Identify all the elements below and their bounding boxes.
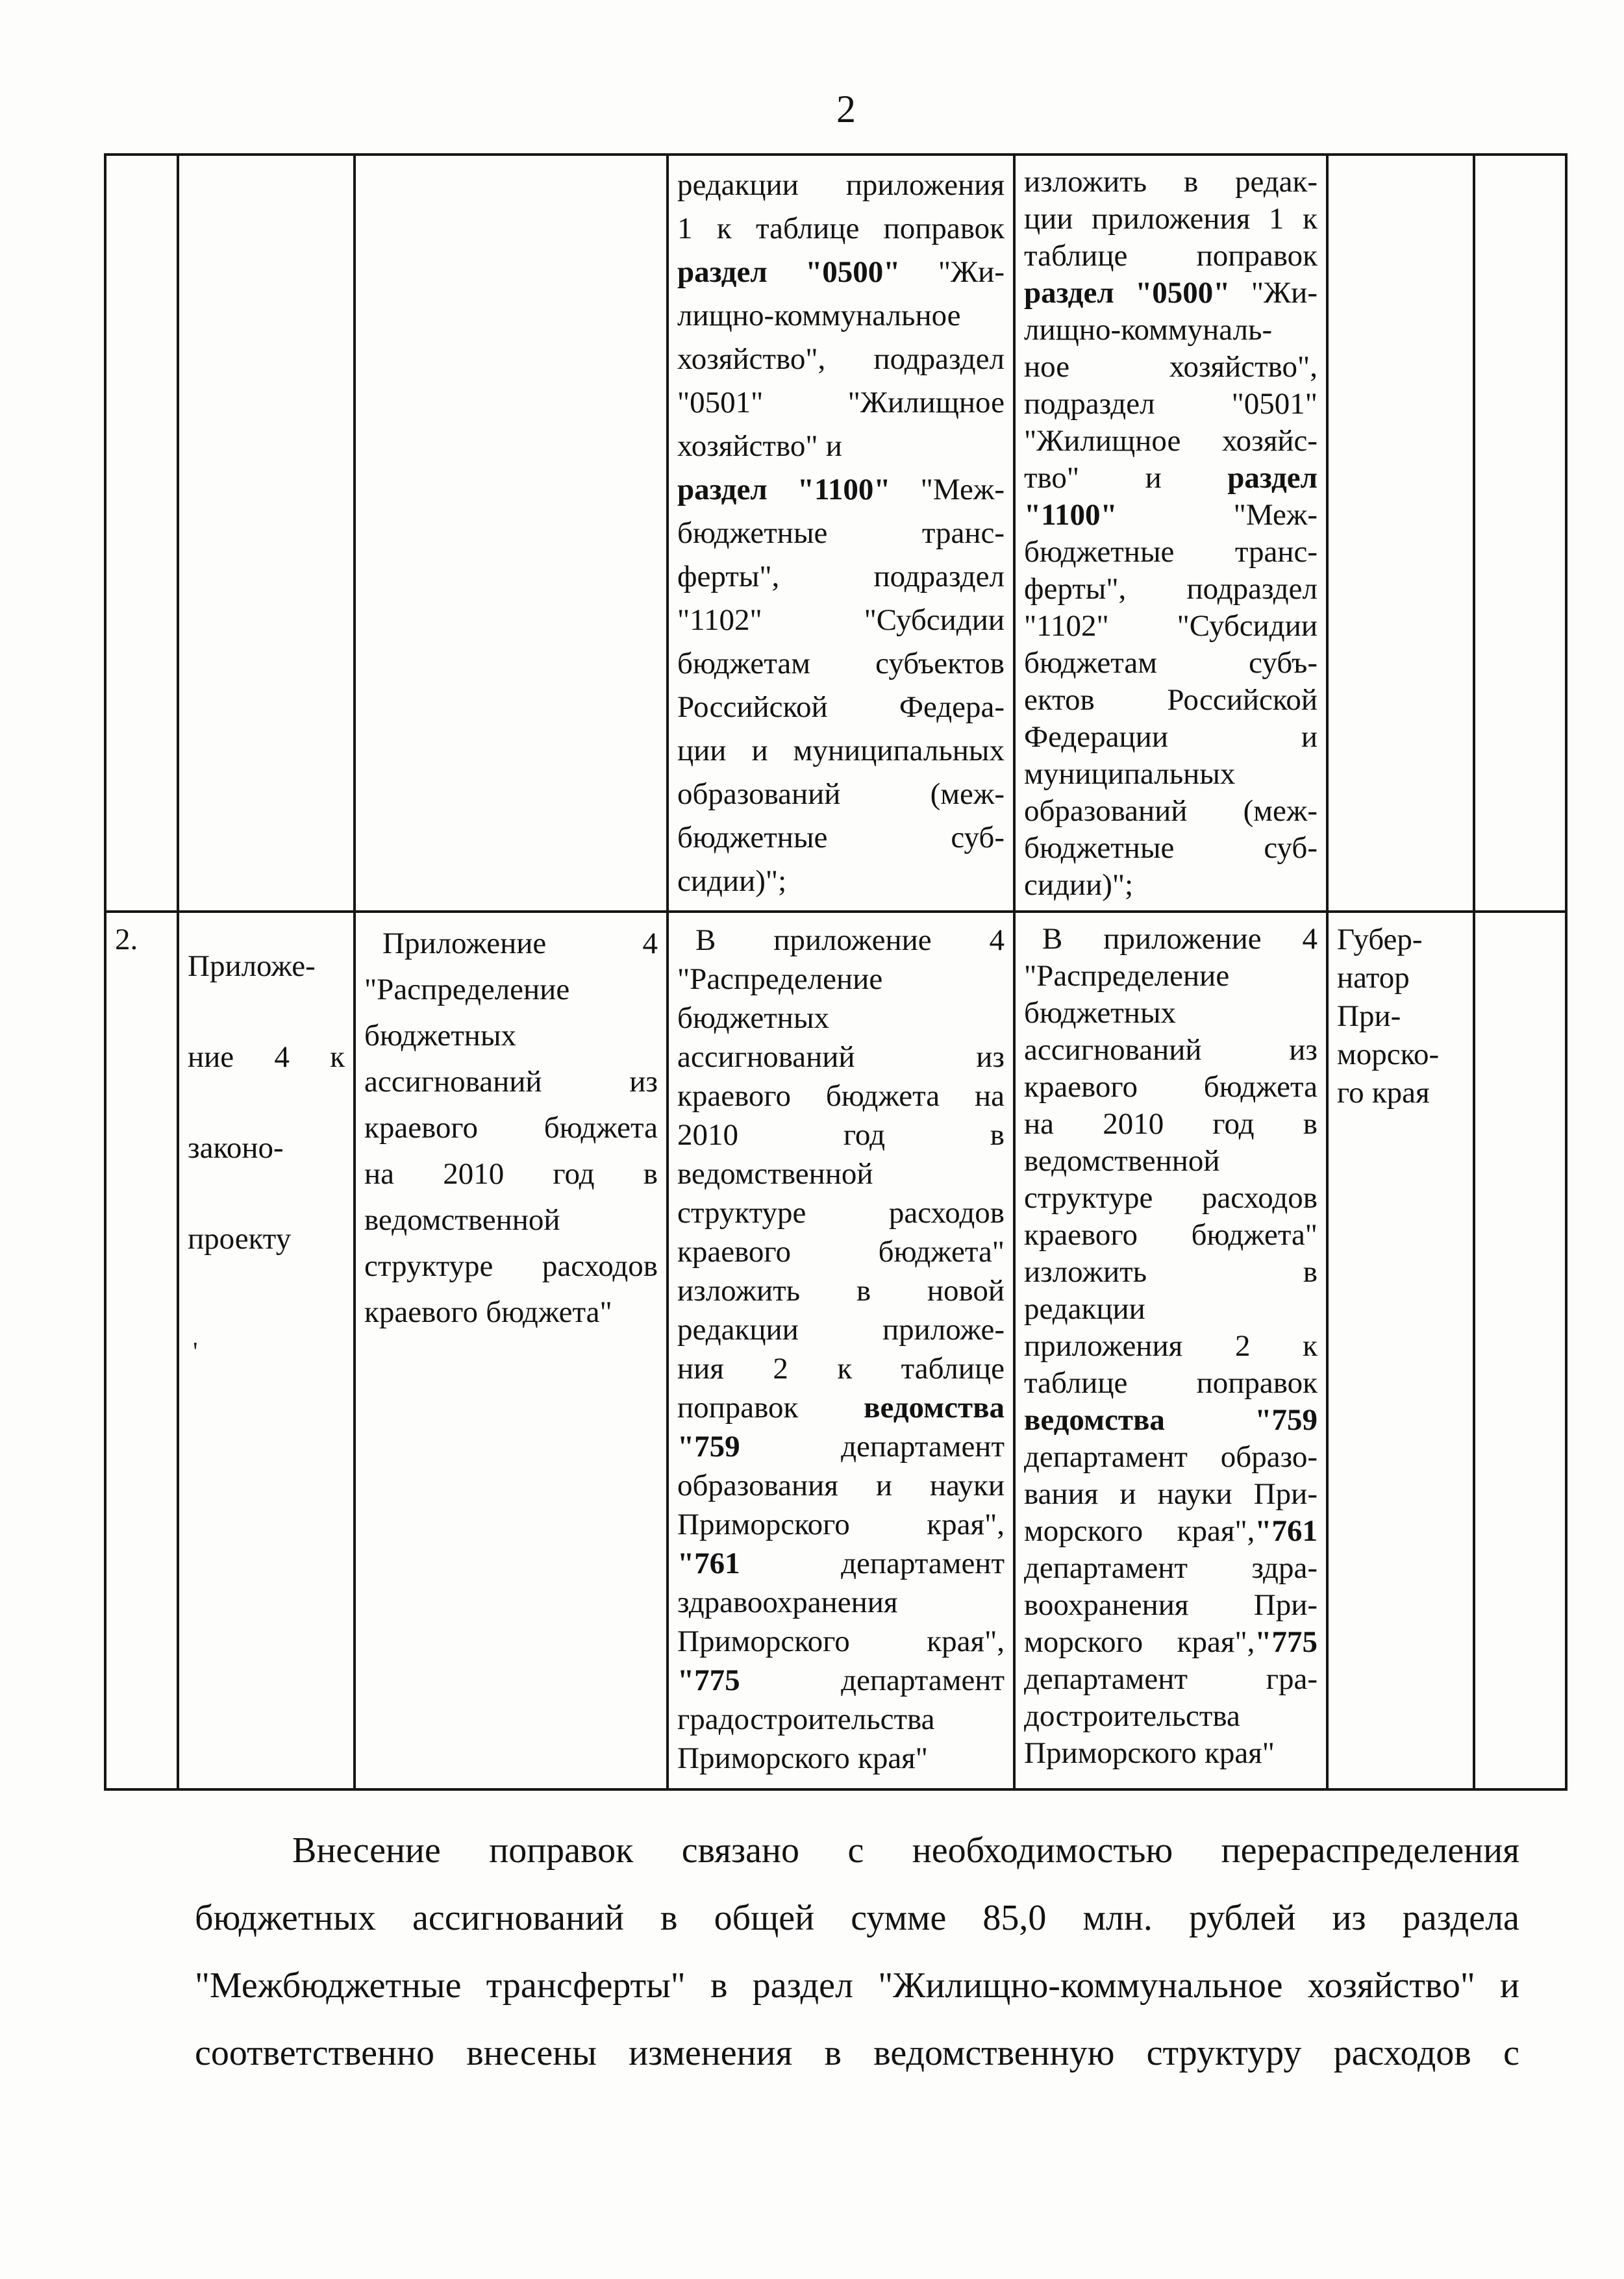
text-line: структуре расходов: [364, 1249, 658, 1283]
text-line: приложения 2 к: [1024, 1329, 1318, 1363]
text-line: хозяйство", подраздел: [677, 342, 1005, 376]
cell-r2-final-text: [1014, 912, 1327, 1789]
text-line: ферты", подраздел: [677, 560, 1005, 593]
text-line: здравоохранения: [677, 1586, 898, 1619]
text-line: 2010 год в: [677, 1118, 1005, 1152]
text-line: ведомства "759: [1024, 1403, 1318, 1437]
text-line: поправок ведомства: [677, 1391, 1005, 1425]
cell-r2-current-text: [355, 912, 668, 1789]
text-line: ции и муниципальных: [677, 734, 1005, 767]
text-line: редакции приложе-: [677, 1313, 1005, 1347]
text-line: градостроительства: [677, 1702, 935, 1736]
table-row-item-2: [105, 912, 1566, 1789]
text-line: ведомственной: [1024, 1144, 1220, 1178]
text-line: "Распределение: [1024, 959, 1230, 993]
text-line: Внесение поправок связано с необходимостью перераспределения: [292, 1830, 1519, 1871]
text-line: образования и науки: [677, 1469, 1005, 1502]
text-line: Губер-: [1337, 923, 1423, 956]
scan-artifact-mark: ': [193, 1338, 198, 1367]
text-line: бюджетные суб-: [677, 821, 1005, 854]
text-line: 1 к таблице поправок: [677, 212, 1005, 245]
cell-r1-reference: [178, 155, 355, 912]
text-line: раздел "1100" "Меж-: [677, 473, 1005, 506]
text-line: структуре расходов: [677, 1196, 1005, 1230]
text-line: "775 департамент: [677, 1663, 1005, 1697]
text-line: ферты", подраздел: [1024, 572, 1318, 606]
text-line: бюджетные транс-: [1024, 535, 1318, 569]
text-line: на 2010 год в: [364, 1157, 658, 1191]
text-line: краевого бюджета: [364, 1111, 658, 1145]
page-number: 2: [836, 88, 856, 131]
text-line: подраздел "0501": [1024, 387, 1318, 421]
text-line: ассигнований из: [364, 1065, 658, 1099]
text-line: краевого бюджета на: [677, 1079, 1005, 1113]
text-line: В приложение 4: [1042, 922, 1318, 956]
text-line: Приморского края": [677, 1741, 928, 1775]
text-line: краевого бюджета": [1024, 1218, 1318, 1252]
text-line: "761 департамент: [677, 1547, 1005, 1580]
text-line: При-: [1337, 999, 1401, 1033]
text-line: ассигнований из: [1024, 1033, 1318, 1067]
table-row-continuation: [105, 155, 1566, 912]
text-line: го края: [1337, 1076, 1430, 1110]
text-line: вания и науки При-: [1024, 1477, 1318, 1511]
text-line: бюджетам субъектов: [677, 647, 1005, 680]
text-line: тво" и раздел: [1024, 461, 1318, 495]
text-line: департамент гра-: [1024, 1662, 1318, 1696]
cell-r1-number: [105, 155, 178, 912]
text-line: образований (меж-: [1024, 794, 1318, 828]
text-line: "Межбюджетные трансферты" в раздел "Жилищно-коммунальное хозяйство" и: [195, 1965, 1519, 2006]
text-line: Приморского края": [1024, 1736, 1275, 1770]
cell-r1-author: [1327, 155, 1474, 912]
text-line: бюджетных: [1024, 996, 1177, 1030]
text-line: муниципальных: [1024, 757, 1236, 791]
text-line: краевого бюджета: [1024, 1070, 1318, 1104]
text-line: бюджетных: [364, 1019, 517, 1052]
cell-r2-number: [105, 912, 178, 1789]
text-line: "Жилищное хозяйс-: [1024, 424, 1318, 458]
text-line: раздел "0500" "Жи-: [677, 255, 1005, 289]
text-line: "759 департамент: [677, 1430, 1005, 1463]
text-line: Приложение 4: [382, 927, 658, 960]
text-line: лищно-коммуналь-: [1024, 313, 1273, 347]
text-line: Приложе-: [188, 949, 316, 983]
text-line: воохранения При-: [1024, 1588, 1318, 1622]
text-line: "1100" "Меж-: [1024, 498, 1318, 532]
text-line: образований (меж-: [677, 777, 1005, 811]
text-line: Федерации и: [1024, 720, 1318, 754]
text-line: раздел "0500" "Жи-: [1024, 276, 1318, 310]
text-line: "1102" "Субсидии: [677, 603, 1005, 637]
text-line: Приморского края",: [677, 1508, 1005, 1541]
text-line: сидии)";: [677, 864, 787, 898]
text-line: ное хозяйство",: [1024, 350, 1318, 384]
text-line: на 2010 год в: [1024, 1107, 1318, 1141]
text-line: изложить в: [1024, 1255, 1318, 1289]
text-line: "Распределение: [364, 973, 570, 1006]
text-line: ведомственной: [364, 1203, 560, 1237]
text-line: краевого бюджета": [677, 1235, 1005, 1269]
text-line: законо-: [188, 1131, 284, 1165]
text-line: изложить в новой: [677, 1274, 1005, 1308]
text-line: таблице поправок: [1024, 239, 1318, 273]
text-line: департамент образо-: [1024, 1440, 1318, 1474]
text-line: редакции приложения: [677, 168, 1005, 202]
text-line: хозяйство" и: [677, 429, 842, 463]
text-line: "1102" "Субсидии: [1024, 609, 1318, 643]
text-line: морского края","775: [1024, 1625, 1318, 1659]
text-line: Российской Федера-: [677, 690, 1005, 724]
explanatory-paragraph: [195, 1817, 1519, 2087]
text-line: морского края","761: [1024, 1514, 1318, 1548]
text-line: соответственно внесены изменения в ведомственную структуру расходов с: [195, 2033, 1519, 2073]
text-line: 2.: [115, 923, 138, 956]
text-line: проекту: [188, 1222, 292, 1256]
text-line: ции приложения 1 к: [1024, 202, 1318, 236]
text-line: ведомственной: [677, 1157, 873, 1191]
cell-r2-author: [1327, 912, 1474, 1789]
text-line: бюджетных: [677, 1001, 830, 1035]
text-line: ектов Российской: [1024, 683, 1318, 717]
text-line: бюджетных ассигнований в общей сумме 85,0 млн. рублей из раздела: [195, 1898, 1519, 1938]
text-line: В приложение 4: [695, 923, 1005, 957]
text-line: бюджетные суб-: [1024, 831, 1318, 865]
text-line: ассигнований из: [677, 1040, 1005, 1074]
text-line: "0501" "Жилищное: [677, 386, 1005, 419]
text-line: "Распределение: [677, 962, 883, 996]
cell-r2-reference: [178, 912, 355, 1789]
text-line: лищно-коммунальное: [677, 299, 961, 332]
cell-r1-final-text: [1014, 155, 1327, 912]
text-line: достроительства: [1024, 1699, 1240, 1733]
text-line: структуре расходов: [1024, 1181, 1318, 1215]
text-line: Приморского края",: [677, 1625, 1005, 1658]
cell-r2-note: [1474, 912, 1566, 1789]
text-line: морско-: [1337, 1038, 1440, 1071]
text-line: ние 4 к: [188, 1040, 345, 1074]
text-line: натор: [1337, 961, 1410, 995]
text-line: бюджетам субъ-: [1024, 646, 1318, 680]
cell-r1-current-text: [355, 155, 668, 912]
text-line: бюджетные транс-: [677, 516, 1005, 550]
cell-r2-amendment-text: [668, 912, 1014, 1789]
text-line: редакции: [1024, 1292, 1145, 1326]
cell-r1-amendment-text: [668, 155, 1014, 912]
cell-r1-note: [1474, 155, 1566, 912]
text-line: сидии)";: [1024, 868, 1134, 902]
text-line: департамент здра-: [1024, 1551, 1318, 1585]
text-line: изложить в редак-: [1024, 165, 1318, 199]
text-line: краевого бюджета": [364, 1295, 612, 1329]
text-line: таблице поправок: [1024, 1366, 1318, 1400]
amendments-comparison-table: [104, 153, 1568, 1791]
text-line: ния 2 к таблице: [677, 1352, 1005, 1386]
